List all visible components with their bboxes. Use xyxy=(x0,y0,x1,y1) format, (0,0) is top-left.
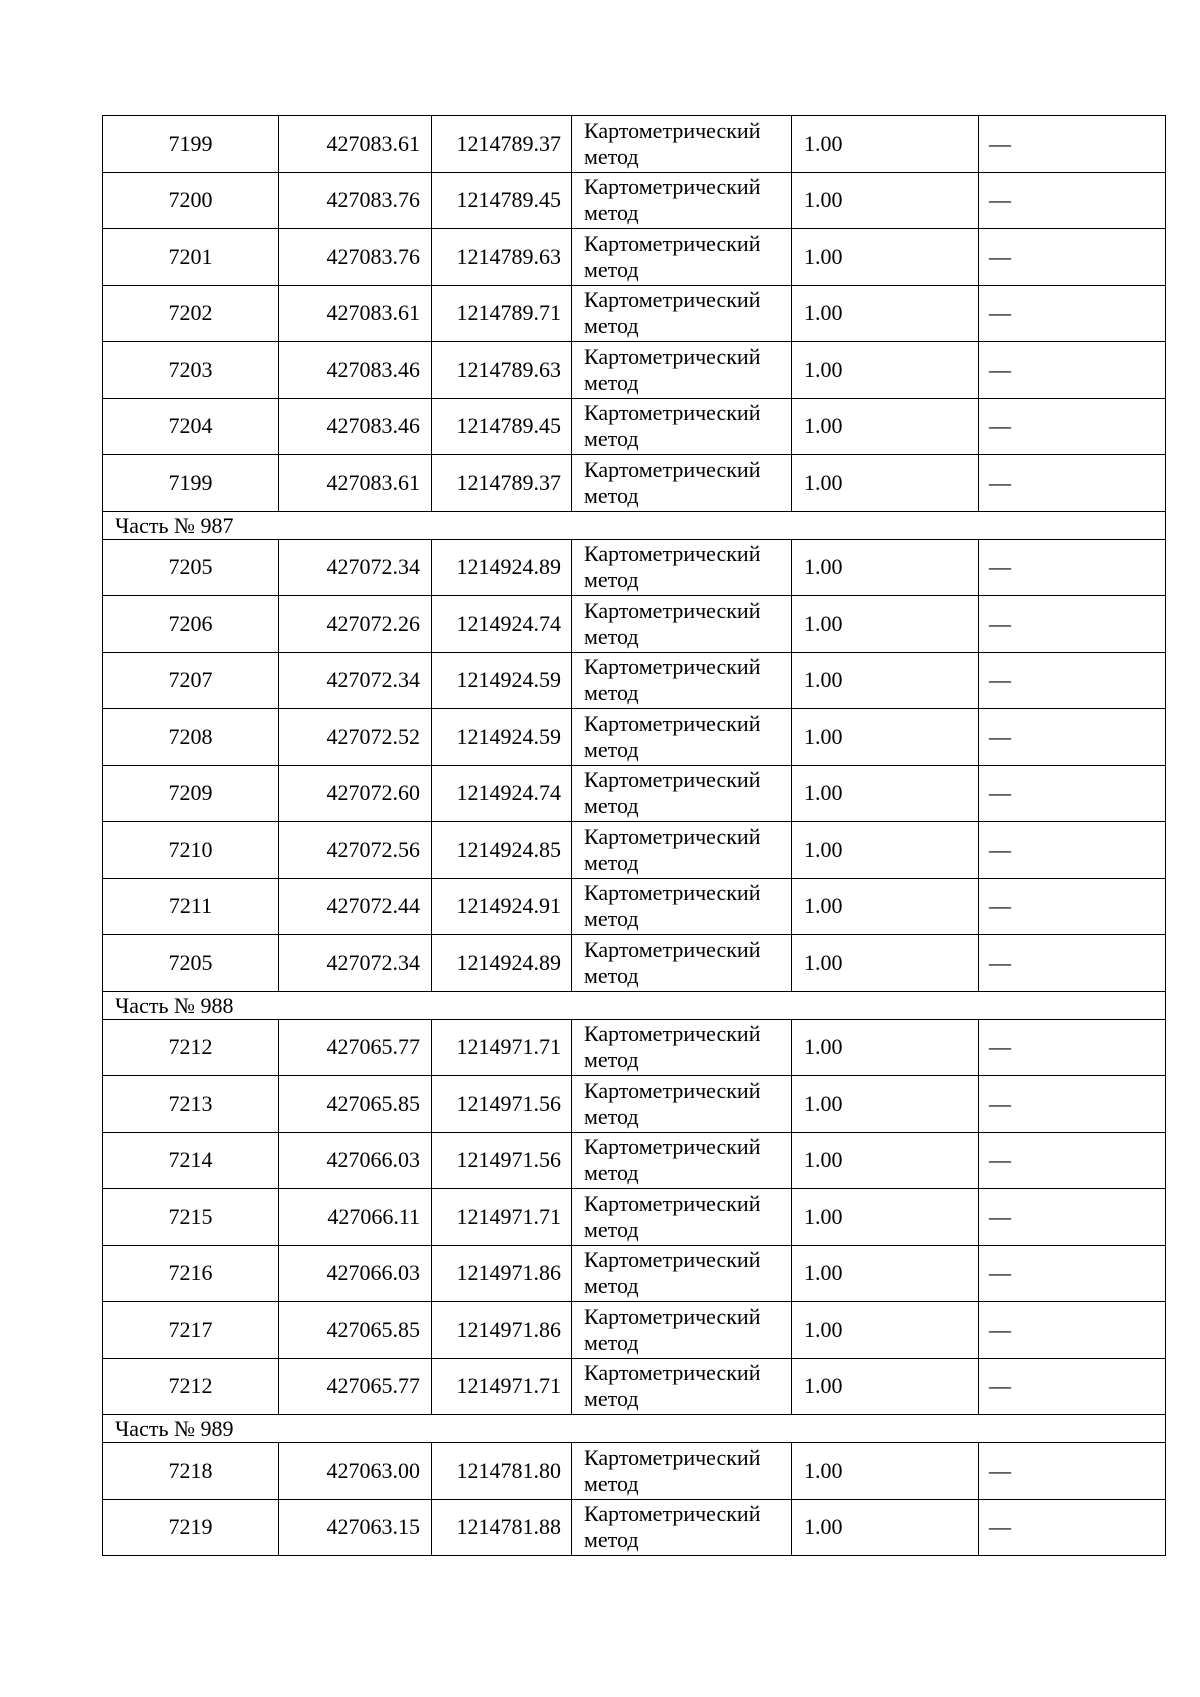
description-cell: — xyxy=(979,935,1166,992)
point-number-cell: 7210 xyxy=(103,822,279,879)
method-line-2: метод xyxy=(584,1273,639,1299)
method-line-2: метод xyxy=(584,680,639,706)
part-header-row xyxy=(103,511,1166,539)
y-coordinate-cell: 1214789.63 xyxy=(432,342,572,399)
method-line-2: метод xyxy=(584,369,639,395)
x-coordinate-cell: 427066.03 xyxy=(279,1132,432,1189)
accuracy-cell: 1.00 xyxy=(792,229,979,286)
x-coordinate-cell: 427066.11 xyxy=(279,1189,432,1246)
method-line-1: Картометрический xyxy=(584,654,761,680)
x-coordinate-cell: 427072.34 xyxy=(279,652,432,709)
table-row xyxy=(103,596,1166,653)
method-line-2: метод xyxy=(584,1527,639,1553)
y-coordinate-cell: 1214971.56 xyxy=(432,1076,572,1133)
description-cell: — xyxy=(979,455,1166,512)
accuracy-cell: 1.00 xyxy=(792,285,979,342)
description-cell: — xyxy=(979,765,1166,822)
method-cell xyxy=(572,935,792,992)
x-coordinate-cell: 427083.76 xyxy=(279,229,432,286)
point-number-cell: 7209 xyxy=(103,765,279,822)
method-cell xyxy=(572,285,792,342)
description-cell: — xyxy=(979,1132,1166,1189)
description-cell: — xyxy=(979,1019,1166,1076)
method-line-1: Картометрический xyxy=(584,1444,761,1470)
method-line-1: Картометрический xyxy=(584,710,761,736)
method-line-2: метод xyxy=(584,1160,639,1186)
y-coordinate-cell: 1214924.59 xyxy=(432,709,572,766)
method-line-1: Картометрический xyxy=(584,1134,761,1160)
table-row xyxy=(103,342,1166,399)
method-line-2: метод xyxy=(584,1470,639,1496)
method-cell xyxy=(572,116,792,173)
y-coordinate-cell: 1214789.45 xyxy=(432,398,572,455)
x-coordinate-cell: 427072.56 xyxy=(279,822,432,879)
accuracy-cell: 1.00 xyxy=(792,1189,979,1246)
method-line-1: Картометрический xyxy=(584,541,761,567)
method-line-2: метод xyxy=(584,1103,639,1129)
coordinates-table-body xyxy=(103,116,1166,1556)
description-cell: — xyxy=(979,1076,1166,1133)
method-cell xyxy=(572,709,792,766)
accuracy-cell: 1.00 xyxy=(792,116,979,173)
method-line-1: Картометрический xyxy=(584,823,761,849)
y-coordinate-cell: 1214924.89 xyxy=(432,935,572,992)
table-row xyxy=(103,1245,1166,1302)
table-row xyxy=(103,1443,1166,1500)
method-line-2: метод xyxy=(584,1047,639,1073)
point-number-cell: 7211 xyxy=(103,878,279,935)
method-line-1: Картометрический xyxy=(584,1021,761,1047)
method-cell xyxy=(572,878,792,935)
method-line-1: Картометрический xyxy=(584,400,761,426)
accuracy-cell: 1.00 xyxy=(792,822,979,879)
method-cell xyxy=(572,539,792,596)
accuracy-cell: 1.00 xyxy=(792,539,979,596)
x-coordinate-cell: 427065.85 xyxy=(279,1302,432,1359)
x-coordinate-cell: 427072.60 xyxy=(279,765,432,822)
method-cell xyxy=(572,1189,792,1246)
method-line-2: метод xyxy=(584,849,639,875)
method-line-2: метод xyxy=(584,793,639,819)
method-line-1: Картометрический xyxy=(584,1360,761,1386)
x-coordinate-cell: 427063.00 xyxy=(279,1443,432,1500)
coordinates-table xyxy=(102,115,1166,1556)
method-line-2: метод xyxy=(584,256,639,282)
point-number-cell: 7214 xyxy=(103,1132,279,1189)
method-line-1: Картометрический xyxy=(584,1247,761,1273)
point-number-cell: 7205 xyxy=(103,935,279,992)
method-cell xyxy=(572,596,792,653)
description-cell: — xyxy=(979,398,1166,455)
method-cell xyxy=(572,1132,792,1189)
part-header-row xyxy=(103,1415,1166,1443)
method-line-2: метод xyxy=(584,736,639,762)
y-coordinate-cell: 1214971.86 xyxy=(432,1302,572,1359)
accuracy-cell: 1.00 xyxy=(792,935,979,992)
method-line-1: Картометрический xyxy=(584,1303,761,1329)
table-row xyxy=(103,765,1166,822)
accuracy-cell: 1.00 xyxy=(792,342,979,399)
x-coordinate-cell: 427063.15 xyxy=(279,1499,432,1556)
x-coordinate-cell: 427083.61 xyxy=(279,285,432,342)
accuracy-cell: 1.00 xyxy=(792,878,979,935)
accuracy-cell: 1.00 xyxy=(792,1076,979,1133)
description-cell: — xyxy=(979,1302,1166,1359)
method-line-2: метод xyxy=(584,623,639,649)
y-coordinate-cell: 1214924.91 xyxy=(432,878,572,935)
table-row xyxy=(103,652,1166,709)
method-line-1: Картометрический xyxy=(584,936,761,962)
method-line-2: метод xyxy=(584,1329,639,1355)
accuracy-cell: 1.00 xyxy=(792,1302,979,1359)
table-row xyxy=(103,935,1166,992)
method-cell xyxy=(572,172,792,229)
accuracy-cell: 1.00 xyxy=(792,652,979,709)
method-line-2: метод xyxy=(584,567,639,593)
table-row xyxy=(103,398,1166,455)
accuracy-cell: 1.00 xyxy=(792,596,979,653)
y-coordinate-cell: 1214971.86 xyxy=(432,1245,572,1302)
description-cell: — xyxy=(979,116,1166,173)
table-row xyxy=(103,1499,1166,1556)
method-cell xyxy=(572,229,792,286)
x-coordinate-cell: 427083.61 xyxy=(279,455,432,512)
method-line-2: метод xyxy=(584,200,639,226)
x-coordinate-cell: 427072.52 xyxy=(279,709,432,766)
method-line-1: Картометрический xyxy=(584,1501,761,1527)
table-row xyxy=(103,1076,1166,1133)
accuracy-cell: 1.00 xyxy=(792,1499,979,1556)
accuracy-cell: 1.00 xyxy=(792,455,979,512)
accuracy-cell: 1.00 xyxy=(792,398,979,455)
x-coordinate-cell: 427072.34 xyxy=(279,935,432,992)
accuracy-cell: 1.00 xyxy=(792,1358,979,1415)
description-cell: — xyxy=(979,1499,1166,1556)
description-cell: — xyxy=(979,709,1166,766)
method-line-2: метод xyxy=(584,143,639,169)
description-cell: — xyxy=(979,229,1166,286)
method-cell xyxy=(572,1358,792,1415)
description-cell: — xyxy=(979,1245,1166,1302)
point-number-cell: 7200 xyxy=(103,172,279,229)
description-cell: — xyxy=(979,596,1166,653)
table-row xyxy=(103,1189,1166,1246)
x-coordinate-cell: 427066.03 xyxy=(279,1245,432,1302)
point-number-cell: 7201 xyxy=(103,229,279,286)
table-row xyxy=(103,822,1166,879)
accuracy-cell: 1.00 xyxy=(792,172,979,229)
point-number-cell: 7218 xyxy=(103,1443,279,1500)
point-number-cell: 7207 xyxy=(103,652,279,709)
accuracy-cell: 1.00 xyxy=(792,709,979,766)
x-coordinate-cell: 427065.77 xyxy=(279,1019,432,1076)
table-row xyxy=(103,539,1166,596)
description-cell: — xyxy=(979,652,1166,709)
table-row xyxy=(103,172,1166,229)
point-number-cell: 7212 xyxy=(103,1358,279,1415)
point-number-cell: 7203 xyxy=(103,342,279,399)
table-row xyxy=(103,116,1166,173)
method-line-1: Картометрический xyxy=(584,117,761,143)
point-number-cell: 7219 xyxy=(103,1499,279,1556)
y-coordinate-cell: 1214781.80 xyxy=(432,1443,572,1500)
method-line-2: метод xyxy=(584,962,639,988)
method-cell xyxy=(572,1019,792,1076)
point-number-cell: 7204 xyxy=(103,398,279,455)
part-label: Часть № 989 xyxy=(103,1415,1166,1443)
point-number-cell: 7205 xyxy=(103,539,279,596)
point-number-cell: 7216 xyxy=(103,1245,279,1302)
y-coordinate-cell: 1214789.45 xyxy=(432,172,572,229)
method-cell xyxy=(572,455,792,512)
point-number-cell: 7215 xyxy=(103,1189,279,1246)
table-row xyxy=(103,455,1166,512)
description-cell: — xyxy=(979,285,1166,342)
method-cell xyxy=(572,1499,792,1556)
y-coordinate-cell: 1214971.71 xyxy=(432,1189,572,1246)
accuracy-cell: 1.00 xyxy=(792,765,979,822)
x-coordinate-cell: 427072.26 xyxy=(279,596,432,653)
accuracy-cell: 1.00 xyxy=(792,1132,979,1189)
x-coordinate-cell: 427072.44 xyxy=(279,878,432,935)
point-number-cell: 7208 xyxy=(103,709,279,766)
table-row xyxy=(103,285,1166,342)
y-coordinate-cell: 1214789.37 xyxy=(432,455,572,512)
method-cell xyxy=(572,398,792,455)
part-label: Часть № 988 xyxy=(103,991,1166,1019)
method-line-2: метод xyxy=(584,482,639,508)
method-cell xyxy=(572,652,792,709)
table-row xyxy=(103,1302,1166,1359)
y-coordinate-cell: 1214924.89 xyxy=(432,539,572,596)
description-cell: — xyxy=(979,878,1166,935)
description-cell: — xyxy=(979,539,1166,596)
y-coordinate-cell: 1214924.74 xyxy=(432,765,572,822)
y-coordinate-cell: 1214789.71 xyxy=(432,285,572,342)
point-number-cell: 7199 xyxy=(103,455,279,512)
description-cell: — xyxy=(979,1358,1166,1415)
y-coordinate-cell: 1214781.88 xyxy=(432,1499,572,1556)
x-coordinate-cell: 427065.77 xyxy=(279,1358,432,1415)
method-line-1: Картометрический xyxy=(584,456,761,482)
method-line-1: Картометрический xyxy=(584,343,761,369)
y-coordinate-cell: 1214924.59 xyxy=(432,652,572,709)
accuracy-cell: 1.00 xyxy=(792,1245,979,1302)
description-cell: — xyxy=(979,172,1166,229)
method-line-1: Картометрический xyxy=(584,230,761,256)
method-cell xyxy=(572,1443,792,1500)
y-coordinate-cell: 1214971.71 xyxy=(432,1358,572,1415)
point-number-cell: 7206 xyxy=(103,596,279,653)
description-cell: — xyxy=(979,342,1166,399)
table-row xyxy=(103,709,1166,766)
y-coordinate-cell: 1214789.63 xyxy=(432,229,572,286)
point-number-cell: 7212 xyxy=(103,1019,279,1076)
method-cell xyxy=(572,765,792,822)
method-line-2: метод xyxy=(584,1386,639,1412)
table-row xyxy=(103,229,1166,286)
method-line-1: Картометрический xyxy=(584,597,761,623)
x-coordinate-cell: 427083.61 xyxy=(279,116,432,173)
x-coordinate-cell: 427083.46 xyxy=(279,398,432,455)
x-coordinate-cell: 427065.85 xyxy=(279,1076,432,1133)
method-line-1: Картометрический xyxy=(584,174,761,200)
method-cell xyxy=(572,822,792,879)
method-line-2: метод xyxy=(584,426,639,452)
description-cell: — xyxy=(979,822,1166,879)
accuracy-cell: 1.00 xyxy=(792,1443,979,1500)
method-cell xyxy=(572,342,792,399)
method-line-1: Картометрический xyxy=(584,1190,761,1216)
method-line-1: Картометрический xyxy=(584,880,761,906)
point-number-cell: 7202 xyxy=(103,285,279,342)
table-row xyxy=(103,1132,1166,1189)
table-row xyxy=(103,1019,1166,1076)
x-coordinate-cell: 427083.46 xyxy=(279,342,432,399)
description-cell: — xyxy=(979,1443,1166,1500)
description-cell: — xyxy=(979,1189,1166,1246)
y-coordinate-cell: 1214789.37 xyxy=(432,116,572,173)
method-line-1: Картометрический xyxy=(584,1077,761,1103)
method-line-2: метод xyxy=(584,313,639,339)
method-line-1: Картометрический xyxy=(584,287,761,313)
accuracy-cell: 1.00 xyxy=(792,1019,979,1076)
method-line-2: метод xyxy=(584,1216,639,1242)
part-header-row xyxy=(103,991,1166,1019)
method-cell xyxy=(572,1245,792,1302)
method-cell xyxy=(572,1076,792,1133)
x-coordinate-cell: 427072.34 xyxy=(279,539,432,596)
x-coordinate-cell: 427083.76 xyxy=(279,172,432,229)
point-number-cell: 7217 xyxy=(103,1302,279,1359)
y-coordinate-cell: 1214971.71 xyxy=(432,1019,572,1076)
method-line-2: метод xyxy=(584,906,639,932)
method-line-1: Картометрический xyxy=(584,767,761,793)
y-coordinate-cell: 1214924.85 xyxy=(432,822,572,879)
point-number-cell: 7213 xyxy=(103,1076,279,1133)
y-coordinate-cell: 1214924.74 xyxy=(432,596,572,653)
table-row xyxy=(103,1358,1166,1415)
point-number-cell: 7199 xyxy=(103,116,279,173)
method-cell xyxy=(572,1302,792,1359)
table-row xyxy=(103,878,1166,935)
part-label: Часть № 987 xyxy=(103,511,1166,539)
y-coordinate-cell: 1214971.56 xyxy=(432,1132,572,1189)
